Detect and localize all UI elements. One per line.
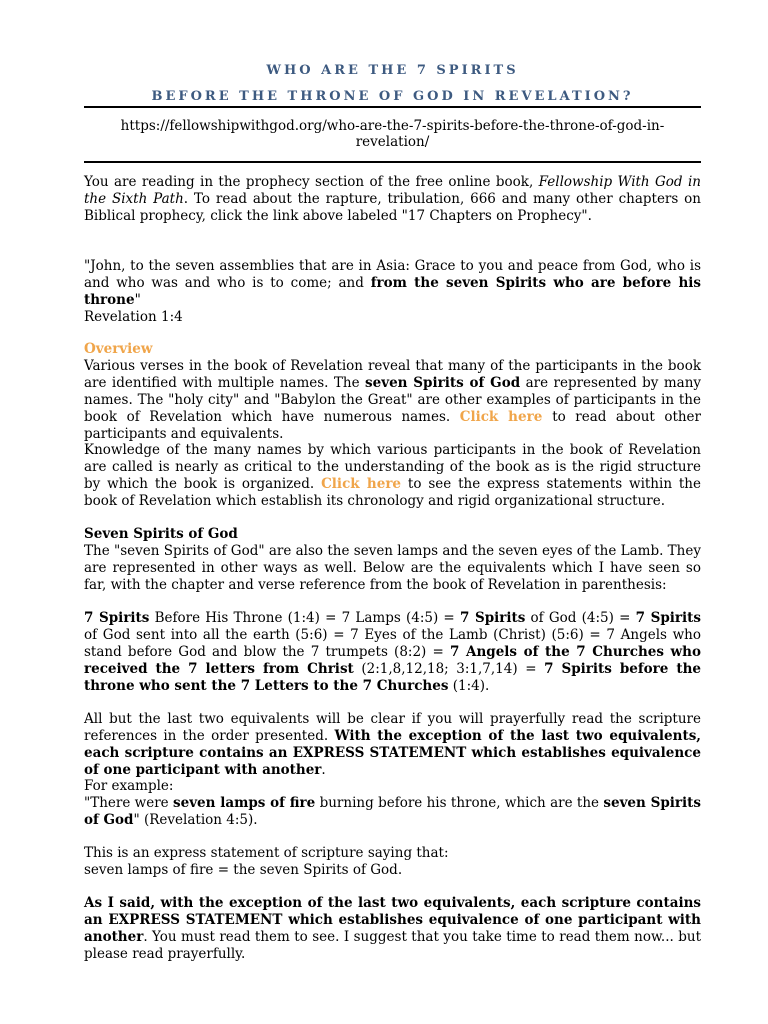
book-title: Fellowship With God in the Sixth Path [84,174,701,207]
page-title-line-1: WHO ARE THE 7 SPIRITS [266,63,519,78]
overview-paragraph-2: Knowledge of the many names by which various participants in the book of Revelation are called is nearly as critical to the understanding of the book as is the rigid structure by which the book is organized. Click here to see the express statements within the book of Revelation which establish its chronology and rigid organizational structure. [84,442,701,509]
source-url[interactable]: https://fellowshipwithgod.org/who-are-the-7-spirits-before-the-throne-of-god-in-revelation/ [120,118,665,150]
page-title-line-2: BEFORE THE THRONE OF GOD IN REVELATION? [151,89,634,104]
seven-spirits-heading: Seven Spirits of God [84,526,238,542]
overview-paragraph-1: Various verses in the book of Revelation reveal that many of the participants in the book are identified with multiple names. The seven Spirits of God are represented by many names. The "holy city" and "Babylon the Great" are other examples of participants in the book of Revelation which have numerous names. Click here to read about other participants and equivalents. [84,358,702,442]
example-paragraph: For example: "There were seven lamps of fire burning before his throne, which are the seven Spirits of God" (Revelation 4:5). [84,778,701,828]
equivalents-paragraph: 7 Spirits Before His Throne (1:4) = 7 Lamps (4:5) = 7 Spirits of God (4:5) = 7 Spirits of God sent into all the earth (5:6) = 7 Eyes of the Lamb (Christ) (5:6) = 7 Angels who stand before God and blow the 7 trumpets (8:2) = 7 Angels of the 7 Churches who received the 7 letters from Christ (2:1,8,12,18; 3:1,7,14) = 7 Spirits before the throne who sent the 7 Letters to the 7 Churches (1:4). [84,610,701,694]
seven-spirits-paragraph: The "seven Spirits of God" are also the seven lamps and the seven eyes of the Lamb. They are represented in other ways as well. Below are the equivalents which I have seen so far, with the chapter and verse reference from the book of Revelation in parenthesis: [84,543,701,593]
intro-paragraph: You are reading in the prophecy section of the free online book, Fellowship With God in the Sixth Path. To read about the rapture, tribulation, 666 and many other chapters on Biblical prophecy, click the link above labeled "17 Chapters on Prophecy". [84,174,701,224]
title-rule [84,106,701,108]
scripture-quote: "John, to the seven assemblies that are in Asia: Grace to you and peace from God, who is and who was and who is to come; and from the seven Spirits who are before his throne" Revelation 1:4 [84,258,701,325]
overview-heading: Overview [84,341,153,357]
express-statement-paragraph: This is an express statement of scripture saying that: seven lamps of fire = the seven Spirits of God. [84,845,449,878]
closing-paragraph: As I said, with the exception of the last two equivalents, each scripture contains an EXPRESS STATEMENT which establishes equivalence of one participant with another. You must read them to see. I suggest that you take time to read them now... but please read prayerfully. [84,895,701,962]
header-rule [84,161,701,163]
quote-reference: Revelation 1:4 [84,309,183,325]
chronology-link[interactable]: Click here [321,476,402,492]
participants-link[interactable]: Click here [459,409,553,425]
example-label: For example: [84,778,174,794]
prayerful-reading-paragraph: All but the last two equivalents will be clear if you will prayerfully read the scripture references in the order presented. With the exception of the last two equivalents, each scripture contains an EXPRESS STATEMENT which establishes equivalence of one participant with another. [84,711,701,778]
